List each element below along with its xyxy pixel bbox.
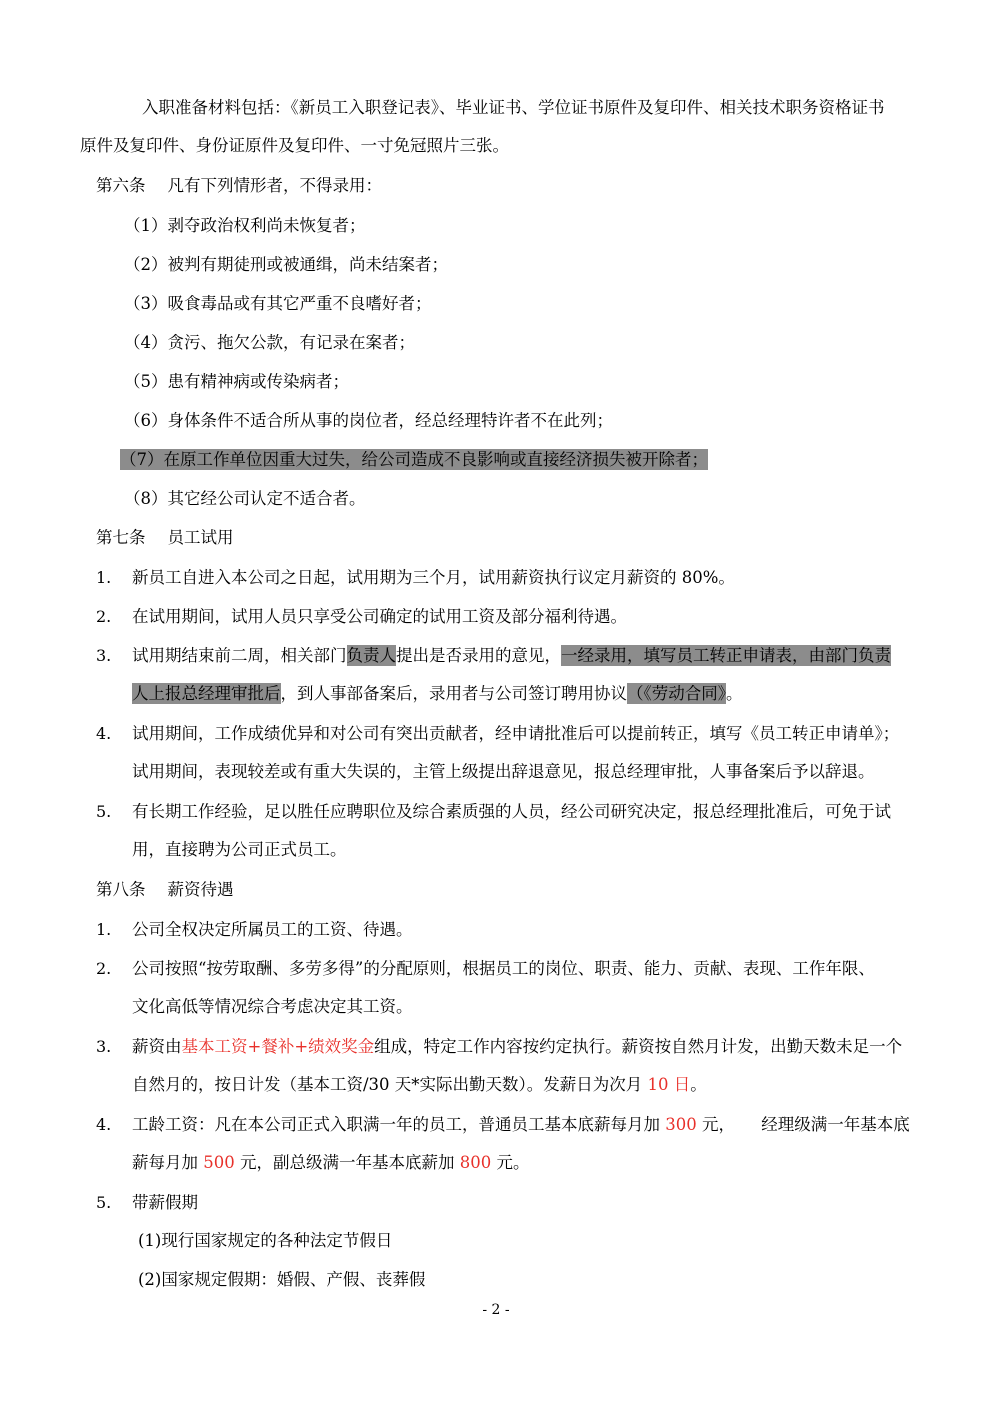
article-8-subitem-1: (1)现行国家规定的各种法定节假日 xyxy=(138,1231,393,1250)
article-8-item-2-line-2: 文化高低等情况综合考虑决定其工资。 xyxy=(132,997,413,1016)
article-6-heading xyxy=(96,174,382,198)
article-6-item-1: （1）剥夺政治权利尚未恢复者； xyxy=(124,216,366,235)
text-run: 。 xyxy=(726,684,743,703)
article-8-heading xyxy=(96,878,234,902)
article-7-item-3-line-2 xyxy=(132,682,743,706)
list-number: 1. xyxy=(96,568,112,587)
article-8-item-4-line-1 xyxy=(132,1113,910,1137)
article-6-text: 凡有下列情形者，不得录用： xyxy=(167,176,382,195)
text-run: 薪每月加 xyxy=(132,1153,204,1172)
text-run: 薪资由 xyxy=(132,1037,182,1056)
red-text-run: 800 xyxy=(459,1153,492,1172)
red-text-run: 500 xyxy=(203,1153,235,1172)
highlight-run: 负责人 xyxy=(346,646,396,665)
article-8-item-2-line-1: 公司按照“按劳取酬、多劳多得”的分配原则，根据员工的岗位、职责、能力、贡献、表现、工作年限、 xyxy=(132,959,875,978)
article-8-label: 第八条 xyxy=(96,880,146,899)
article-7-text: 员工试用 xyxy=(167,528,234,547)
article-6-label: 第六条 xyxy=(96,176,146,195)
text-run: 自然月的，按日计发（基本工资/30 天*实际出勤天数）。发薪日为次月 xyxy=(132,1075,648,1094)
article-7-item-4-line-1: 试用期间，工作成绩优异和对公司有突出贡献者，经申请批准后可以提前转正，填写《员工转正申请单》； xyxy=(132,724,900,743)
article-6-item-8: （8）其它经公司认定不适合者。 xyxy=(124,489,366,508)
article-6-item-4: （4）贪污、拖欠公款，有记录在案者； xyxy=(124,333,415,352)
highlight-run: （《劳动合同》 xyxy=(627,684,726,703)
article-8-item-3-line-2 xyxy=(132,1073,707,1097)
list-number: 2. xyxy=(96,607,112,626)
article-6-item-3: （3）吸食毒品或有其它严重不良嗜好者； xyxy=(124,294,432,313)
article-7-heading xyxy=(96,526,234,550)
article-6-item-7 xyxy=(120,448,708,472)
page-number: - 2 - xyxy=(482,1302,510,1318)
intro-line-1: 入职准备材料包括：《新员工入职登记表》、毕业证书、学位证书原件及复印件、相关技术职务资格证书 xyxy=(142,98,885,117)
article-8-item-4-line-2 xyxy=(132,1151,530,1175)
text-run: 元。 xyxy=(491,1153,530,1172)
article-7-item-5-line-2: 用，直接聘为公司正式员工。 xyxy=(132,840,347,859)
article-7-item-4-line-2: 试用期间，表现较差或有重大失误的，主管上级提出辞退意见，报总经理审批，人事备案后予以辞退。 xyxy=(132,762,875,781)
article-7-item-3-line-1 xyxy=(132,644,891,668)
list-number: 1. xyxy=(96,920,112,939)
red-text-run: 10 日 xyxy=(647,1075,691,1094)
article-8-text: 薪资待遇 xyxy=(167,880,234,899)
text-run: 试用期结束前二周，相关部门 xyxy=(132,646,347,665)
text-run: 元，副总级满一年基本底薪加 xyxy=(234,1153,460,1172)
list-number: 4. xyxy=(96,1115,112,1134)
article-7-item-5-line-1: 有长期工作经验，足以胜任应聘职位及综合素质强的人员，经公司研究决定，报总经理批准后，可免于试 xyxy=(132,802,891,821)
list-number: 3. xyxy=(96,1037,112,1056)
text-run: 元， 经理级满一年基本底 xyxy=(696,1115,910,1134)
article-8-subitem-2: (2)国家规定假期：婚假、产假、丧葬假 xyxy=(138,1270,426,1289)
article-7-item-1: 新员工自进入本公司之日起，试用期为三个月，试用薪资执行议定月薪资的 80%。 xyxy=(132,568,735,587)
list-number: 4. xyxy=(96,724,112,743)
list-number: 5. xyxy=(96,802,112,821)
article-8-item-5: 带薪假期 xyxy=(132,1193,198,1212)
list-number: 3. xyxy=(96,646,112,665)
article-6-item-6: （6）身体条件不适合所从事的岗位者，经总经理特许者不在此列； xyxy=(124,411,613,430)
red-text-run: 300 xyxy=(665,1115,697,1134)
text-run: 提出是否录用的意见， xyxy=(396,646,561,665)
list-number: 2. xyxy=(96,959,112,978)
text-run: ，到人事部备案后，录用者与公司签订聘用协议 xyxy=(280,684,627,703)
article-6-item-2: （2）被判有期徒刑或被通缉，尚未结案者； xyxy=(124,255,448,274)
article-6-item-5: （5）患有精神病或传染病者； xyxy=(124,372,349,391)
text-run: 组成，特定工作内容按约定执行。薪资按自然月计发，出勤天数未足一个 xyxy=(374,1037,903,1056)
article-7-label: 第七条 xyxy=(96,528,146,547)
article-8-item-3-line-1 xyxy=(132,1035,902,1059)
highlight-item-7: （7）在原工作单位因重大过失，给公司造成不良影响或直接经济损失被开除者； xyxy=(120,450,708,469)
red-text-run: 基本工资+餐补+绩效奖金 xyxy=(181,1037,375,1056)
list-number: 5. xyxy=(96,1193,112,1212)
article-7-item-2: 在试用期间，试用人员只享受公司确定的试用工资及部分福利待遇。 xyxy=(132,607,627,626)
article-8-item-1: 公司全权决定所属员工的工资、待遇。 xyxy=(132,920,413,939)
highlight-run: 人上报总经理审批后 xyxy=(132,684,281,703)
text-run: 工龄工资：凡在本公司正式入职满一年的员工，普通员工基本底薪每月加 xyxy=(132,1115,666,1134)
text-run: 。 xyxy=(690,1075,707,1094)
highlight-run: 一经录用，填写员工转正申请表，由部门负责 xyxy=(561,646,891,665)
intro-line-2: 原件及复印件、身份证原件及复印件、一寸免冠照片三张。 xyxy=(80,136,509,155)
